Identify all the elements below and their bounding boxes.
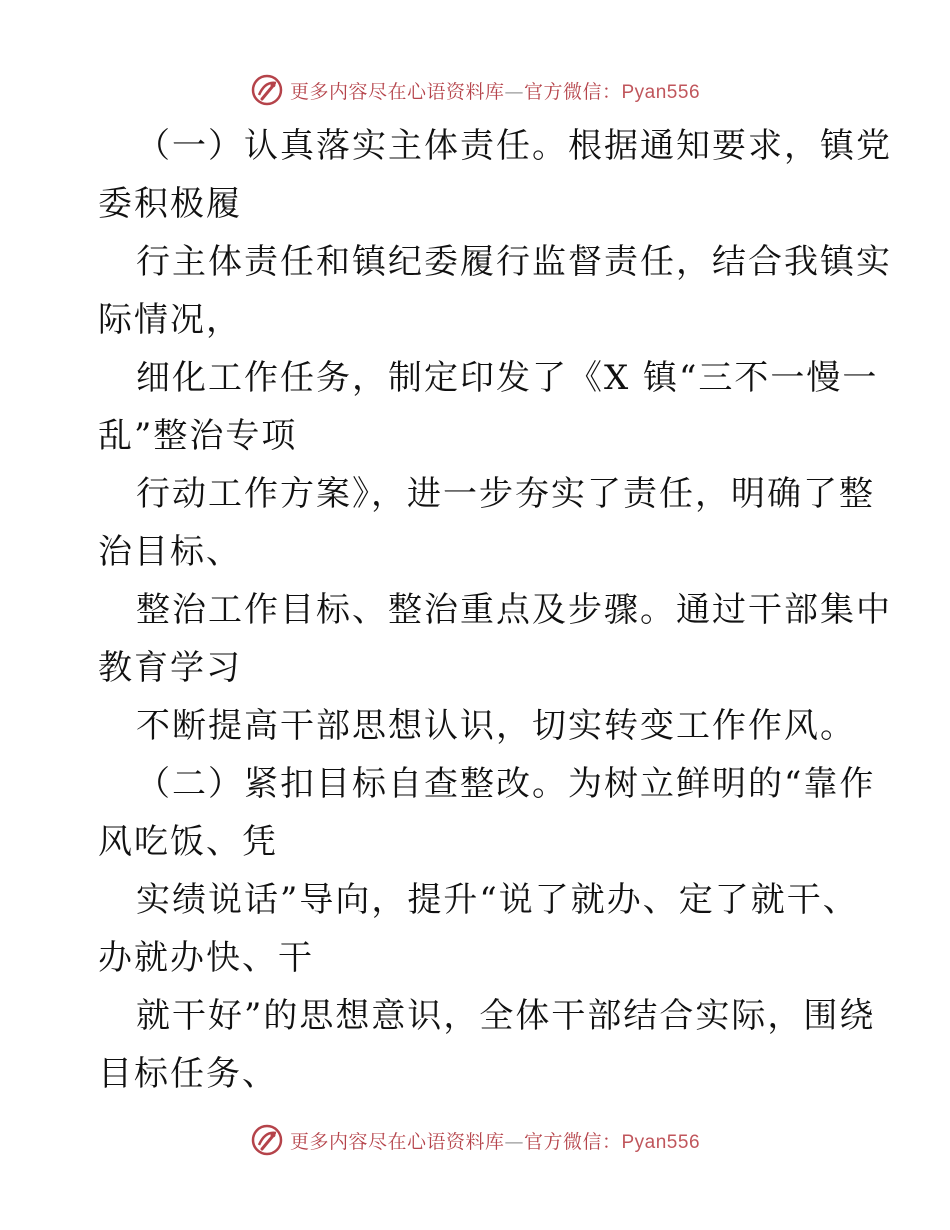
- watermark-brand: 更多内容尽在心语资料库: [289, 1130, 505, 1153]
- footer-watermark: [0, 1120, 950, 1160]
- watermark-text: [290, 1127, 700, 1154]
- paragraph-line: 行主体责任和镇纪委履行监督责任，结合我镇实: [136, 242, 892, 282]
- watermark-wechat-label: 官方微信：: [523, 80, 622, 103]
- paragraph-line: 教育学习: [98, 648, 242, 688]
- document-body: [98, 117, 892, 1103]
- paragraph-line: 就干好”的思想意识，全体干部结合实际，围绕: [136, 996, 876, 1036]
- brand-logo-icon: [250, 73, 284, 107]
- paragraph-line: 风吃饭、凭: [98, 822, 278, 862]
- watermark-brand: 更多内容尽在心语资料库: [289, 80, 505, 103]
- watermark-separator: —: [504, 80, 524, 103]
- watermark-separator: —: [504, 1130, 524, 1153]
- paragraph-line: 细化工作任务，制定印发了《X 镇“三不一慢一: [136, 358, 879, 398]
- header-watermark: [0, 70, 950, 110]
- watermark-wechat-label: 官方微信：: [523, 1130, 622, 1153]
- paragraph-line: 委积极履: [98, 184, 242, 224]
- watermark-wechat-id: Pyan556: [621, 1131, 701, 1153]
- watermark-wechat-id: Pyan556: [621, 81, 701, 103]
- paragraph-line: 际情况，: [98, 300, 242, 340]
- paragraph-line: （一）认真落实主体责任。根据通知要求，镇党: [136, 126, 892, 166]
- paragraph-line: 不断提高干部思想认识，切实转变工作作风。: [136, 706, 856, 746]
- paragraph-line: 目标任务、: [98, 1054, 278, 1094]
- paragraph-line: 整治工作目标、整治重点及步骤。通过干部集中: [136, 590, 892, 630]
- paragraph-line: 乱”整治专项: [98, 416, 298, 456]
- brand-logo-icon: [250, 1123, 284, 1157]
- paragraph-line: （二）紧扣目标自查整改。为树立鲜明的“靠作: [136, 764, 876, 804]
- paragraph-line: 实绩说话”导向，提升“说了就办、定了就干、: [136, 880, 859, 920]
- paragraph-line: 行动工作方案》，进一步夯实了责任，明确了整: [136, 474, 875, 514]
- paragraph-line: 治目标、: [98, 532, 242, 572]
- watermark-text: [290, 77, 700, 104]
- paragraph-line: 办就办快、干: [98, 938, 314, 978]
